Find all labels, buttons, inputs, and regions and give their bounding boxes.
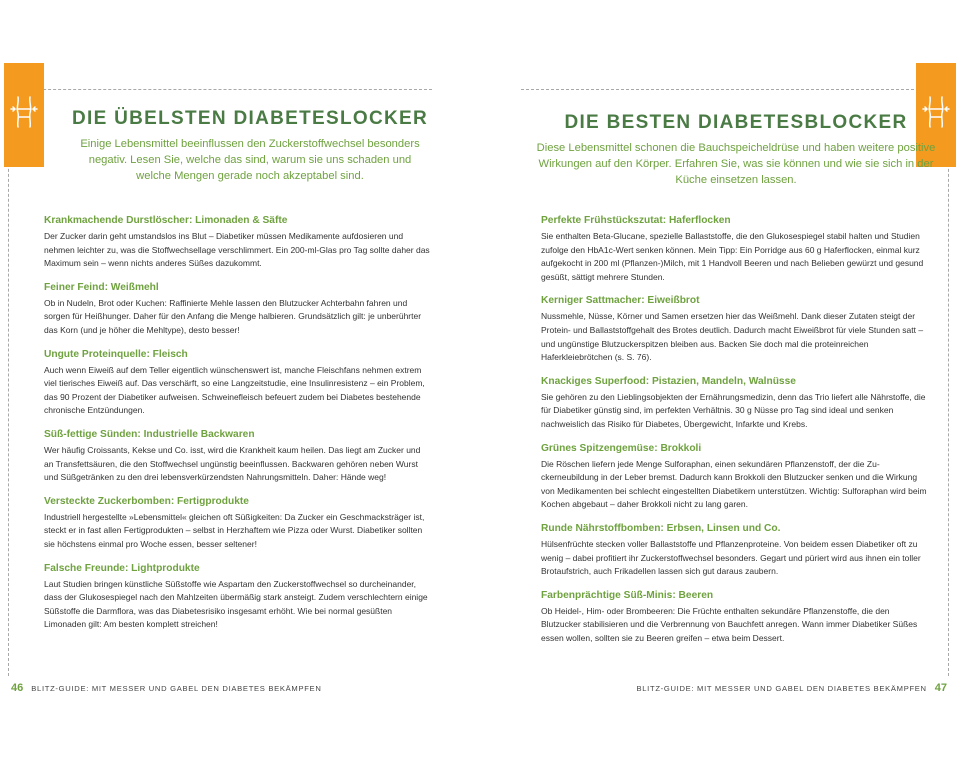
section: [541, 442, 931, 512]
waist-measure-icon: [10, 95, 38, 129]
section-heading: Grünes Spitzengemüse: Brokkoli: [541, 442, 702, 454]
section-text: Auch wenn Eiweiß auf dem Teller eigentlich wünschenswert ist, manche Fleischfans nehmen extrem viel tierisches Eiweiß auf. Das verschärft, so eine Langzeitstudie, eine Insulinresistenz – ein Problem, das 90 Prozent der Diabetiker aufweisen. Schweinefleisch befeuert zudem bei Diabetes bestehende chronische Entzündungen.: [44, 364, 425, 416]
page-title: DIE BESTEN DIABETESBLOCKER: [564, 112, 908, 133]
section: [44, 281, 430, 338]
section: [541, 294, 931, 364]
page-footer: [636, 682, 947, 694]
intro-text: Diese Lebensmittel schonen die Bauchspeicheldrüse und haben weitere positive Wirkungen auf den Körper. Erfahren Sie, was sie können und wie sie sich in der Küche einsetzen lassen.: [536, 142, 936, 186]
section-text: Sie enthalten Beta-Glucane, spezielle Ballaststoffe, die den Glukosespiegel stabil halten und Studien zufolge den HbA1c-Wert senken können. Mein Tipp: Ein Porridge aus 60 g Haferflocken, einmal kurz aufgekocht in 200 ml (Pflanzen-)Milch, mit 1 Handvoll Beeren und nach Belieben gewürzt und gesund gesüßt, sättigt mehrere Stunden.: [541, 231, 924, 282]
section: [44, 562, 430, 632]
footer-text: BLITZ-GUIDE: MIT MESSER UND GABEL DEN DIABETES BEKÄMPFEN: [31, 684, 322, 693]
section-heading: Süß-fettige Sünden: Industrielle Backwaren: [44, 428, 255, 440]
section: [44, 428, 430, 485]
section-text: Hülsenfrüchte stecken voller Ballaststoffe und Pflanzenproteine. Von beidem essen Diabetiker oft zu wenig – dabei profitiert ihr Zuckerstoffwechsel besonders. Gegart und püriert wird aus ihnen ein toller Brotaufstrich, auch Frikadellen lassen sich gut daraus zaubern.: [541, 538, 921, 577]
intro-text: Einige Lebensmittel beeinflussen den Zuckerstoffwechsel besonders negativ. Lesen Sie, welche das sind, warum sie uns schaden und welche Mengen gerade noch akzeptabel sind.: [80, 138, 420, 182]
section-heading: Ungute Proteinquelle: Fleisch: [44, 348, 188, 360]
section: [44, 495, 430, 552]
section-text: Sie gehören zu den Lieblingsobjekten der Ernährungsmedizin, denn das Trio liefert alle Nährstoffe, die für Diabetiker günstig sind, im perfekten Verhältnis. 30 g Nüsse pro Tag sind ideal und senken nachweislich das Risiko für Diabetes, Übergewicht, Infarkte und Krebs.: [541, 391, 926, 429]
section-heading: Farbenprächtige Süß-Minis: Beeren: [541, 589, 714, 601]
section: [541, 522, 931, 579]
page-footer: [11, 682, 322, 694]
section-text: Nussmehle, Nüsse, Körner und Samen ersetzen hier das Weißmehl. Dank dieser Zutaten steigt der Protein- und Ballaststoffgehalt des Brotes deutlich. Dadurch macht Eiweißbrot für viele Stunden satt – und ungünstige Blutzuckerspitzen bleiben aus. Backen Sie doch mal die proteinreichen Haferkleiebrötchen (s. S. 76).: [541, 311, 924, 363]
section-text: Die Röschen liefern jede Menge Sulforaphan, einen sekundären Pflanzenstoff, der die Zuckerneubildung in der Leber bremst. Dadurch kann Brokkoli den Blutzucker senken und die Wirkung von Medikamenten bei schlecht eingestellten Diabetikern unterstützen. Wichtig: Sulforaphan wird beim Kochen abgebaut – daher Brokkoli nicht zu lang garen.: [541, 458, 927, 510]
section-heading: Versteckte Zuckerbomben: Fertigprodukte: [44, 495, 249, 507]
section-text: Industriell hergestellte »Lebensmittel« gleichen oft Süßigkeiten: Da Zucker ein Geschmacksträger ist, steckt er in fast allen Fertigprodukten – selbst in Herzhaftem wie Pizza oder Wurst. Diabetiker sollten sie höchstens einmal pro Woche essen, besser seltener!: [44, 511, 425, 549]
section-heading: Feiner Feind: Weißmehl: [44, 281, 159, 293]
section-text: Der Zucker darin geht umstandslos ins Blut – Diabetiker müssen Medikamente aufdosieren und nehmen leichter zu, was die Stoffwechsellage verschlimmert. Ein 200-ml-Glas pro Tag sollte daher das Maximum sein – wenn nichts anderes Süßes dazukommt.: [44, 231, 430, 269]
section-text: Laut Studien bringen künstliche Süßstoffe wie Aspartam den Zuckerstoffwechsel so durcheinander, dass der Glukosespiegel nach den Mahlzeiten übermäßig stark ansteigt. Zudem verschlechtern einige Süßstoffe die Darmflora, was das Diabetesrisiko insgesamt erhöht. Wie bei normal gesüßten Limonaden gilt: Am besten komplett streichen!: [44, 578, 428, 630]
left-page: [0, 0, 480, 768]
section-heading: Kerniger Sattmacher: Eiweißbrot: [541, 295, 700, 307]
page-number: 46: [11, 682, 24, 694]
section: [44, 214, 430, 271]
section-heading: Krankmachende Durstlöscher: Limonaden & Säfte: [44, 215, 288, 226]
page-number: 47: [934, 682, 947, 694]
section-heading: Falsche Freunde: Lightprodukte: [44, 562, 200, 574]
section-heading: Runde Nährstoffbomben: Erbsen, Linsen und Co.: [541, 522, 781, 534]
section: [541, 589, 931, 646]
section: [44, 348, 430, 418]
section-text: Wer häufig Croissants, Kekse und Co. isst, wird die Krankheit kaum heilen. Das liegt am Zucker und an Transfettsäuren, die den Stoffwechsel ungünstig beeinflussen. Backwaren gehören neben Wurst und Süßgetränken zu den drei lebensverkürzendsten Nahrungsmitteln. Daher: Hände weg!: [44, 444, 421, 483]
section-heading: Perfekte Frühstückszutat: Haferflocken: [541, 215, 731, 226]
section-text: Ob Heidel-, Him- oder Brombeeren: Die Früchte enthalten sekundäre Pflanzenstoffe, die den Blutzucker stabilisieren und die Verbrennung von Bauchfett anregen. Wann immer Diabetiker Süßes essen wollen, sollten sie zu Beeren greifen – etwa beim Dessert.: [541, 605, 918, 643]
page-title: DIE ÜBELSTEN DIABETESLOCKER: [71, 108, 428, 129]
section: [541, 375, 931, 432]
footer-text: BLITZ-GUIDE: MIT MESSER UND GABEL DEN DIABETES BEKÄMPFEN: [636, 684, 927, 693]
chapter-tab: [4, 63, 44, 167]
right-page: [480, 0, 961, 768]
section: [541, 214, 931, 284]
section-heading: Knackiges Superfood: Pistazien, Mandeln, Walnüsse: [541, 375, 796, 387]
section-list: [541, 214, 931, 655]
section-text: Ob in Nudeln, Brot oder Kuchen: Raffinierte Mehle lassen den Blutzucker Achterbahn fahren und sorgen für Heißhunger. Daher für den Anfang die Menge halbieren. Grundsätzlich gilt: je unberührter das Korn (und je höher die Mehltype), desto besser!: [44, 297, 422, 335]
section-list: [44, 214, 430, 642]
